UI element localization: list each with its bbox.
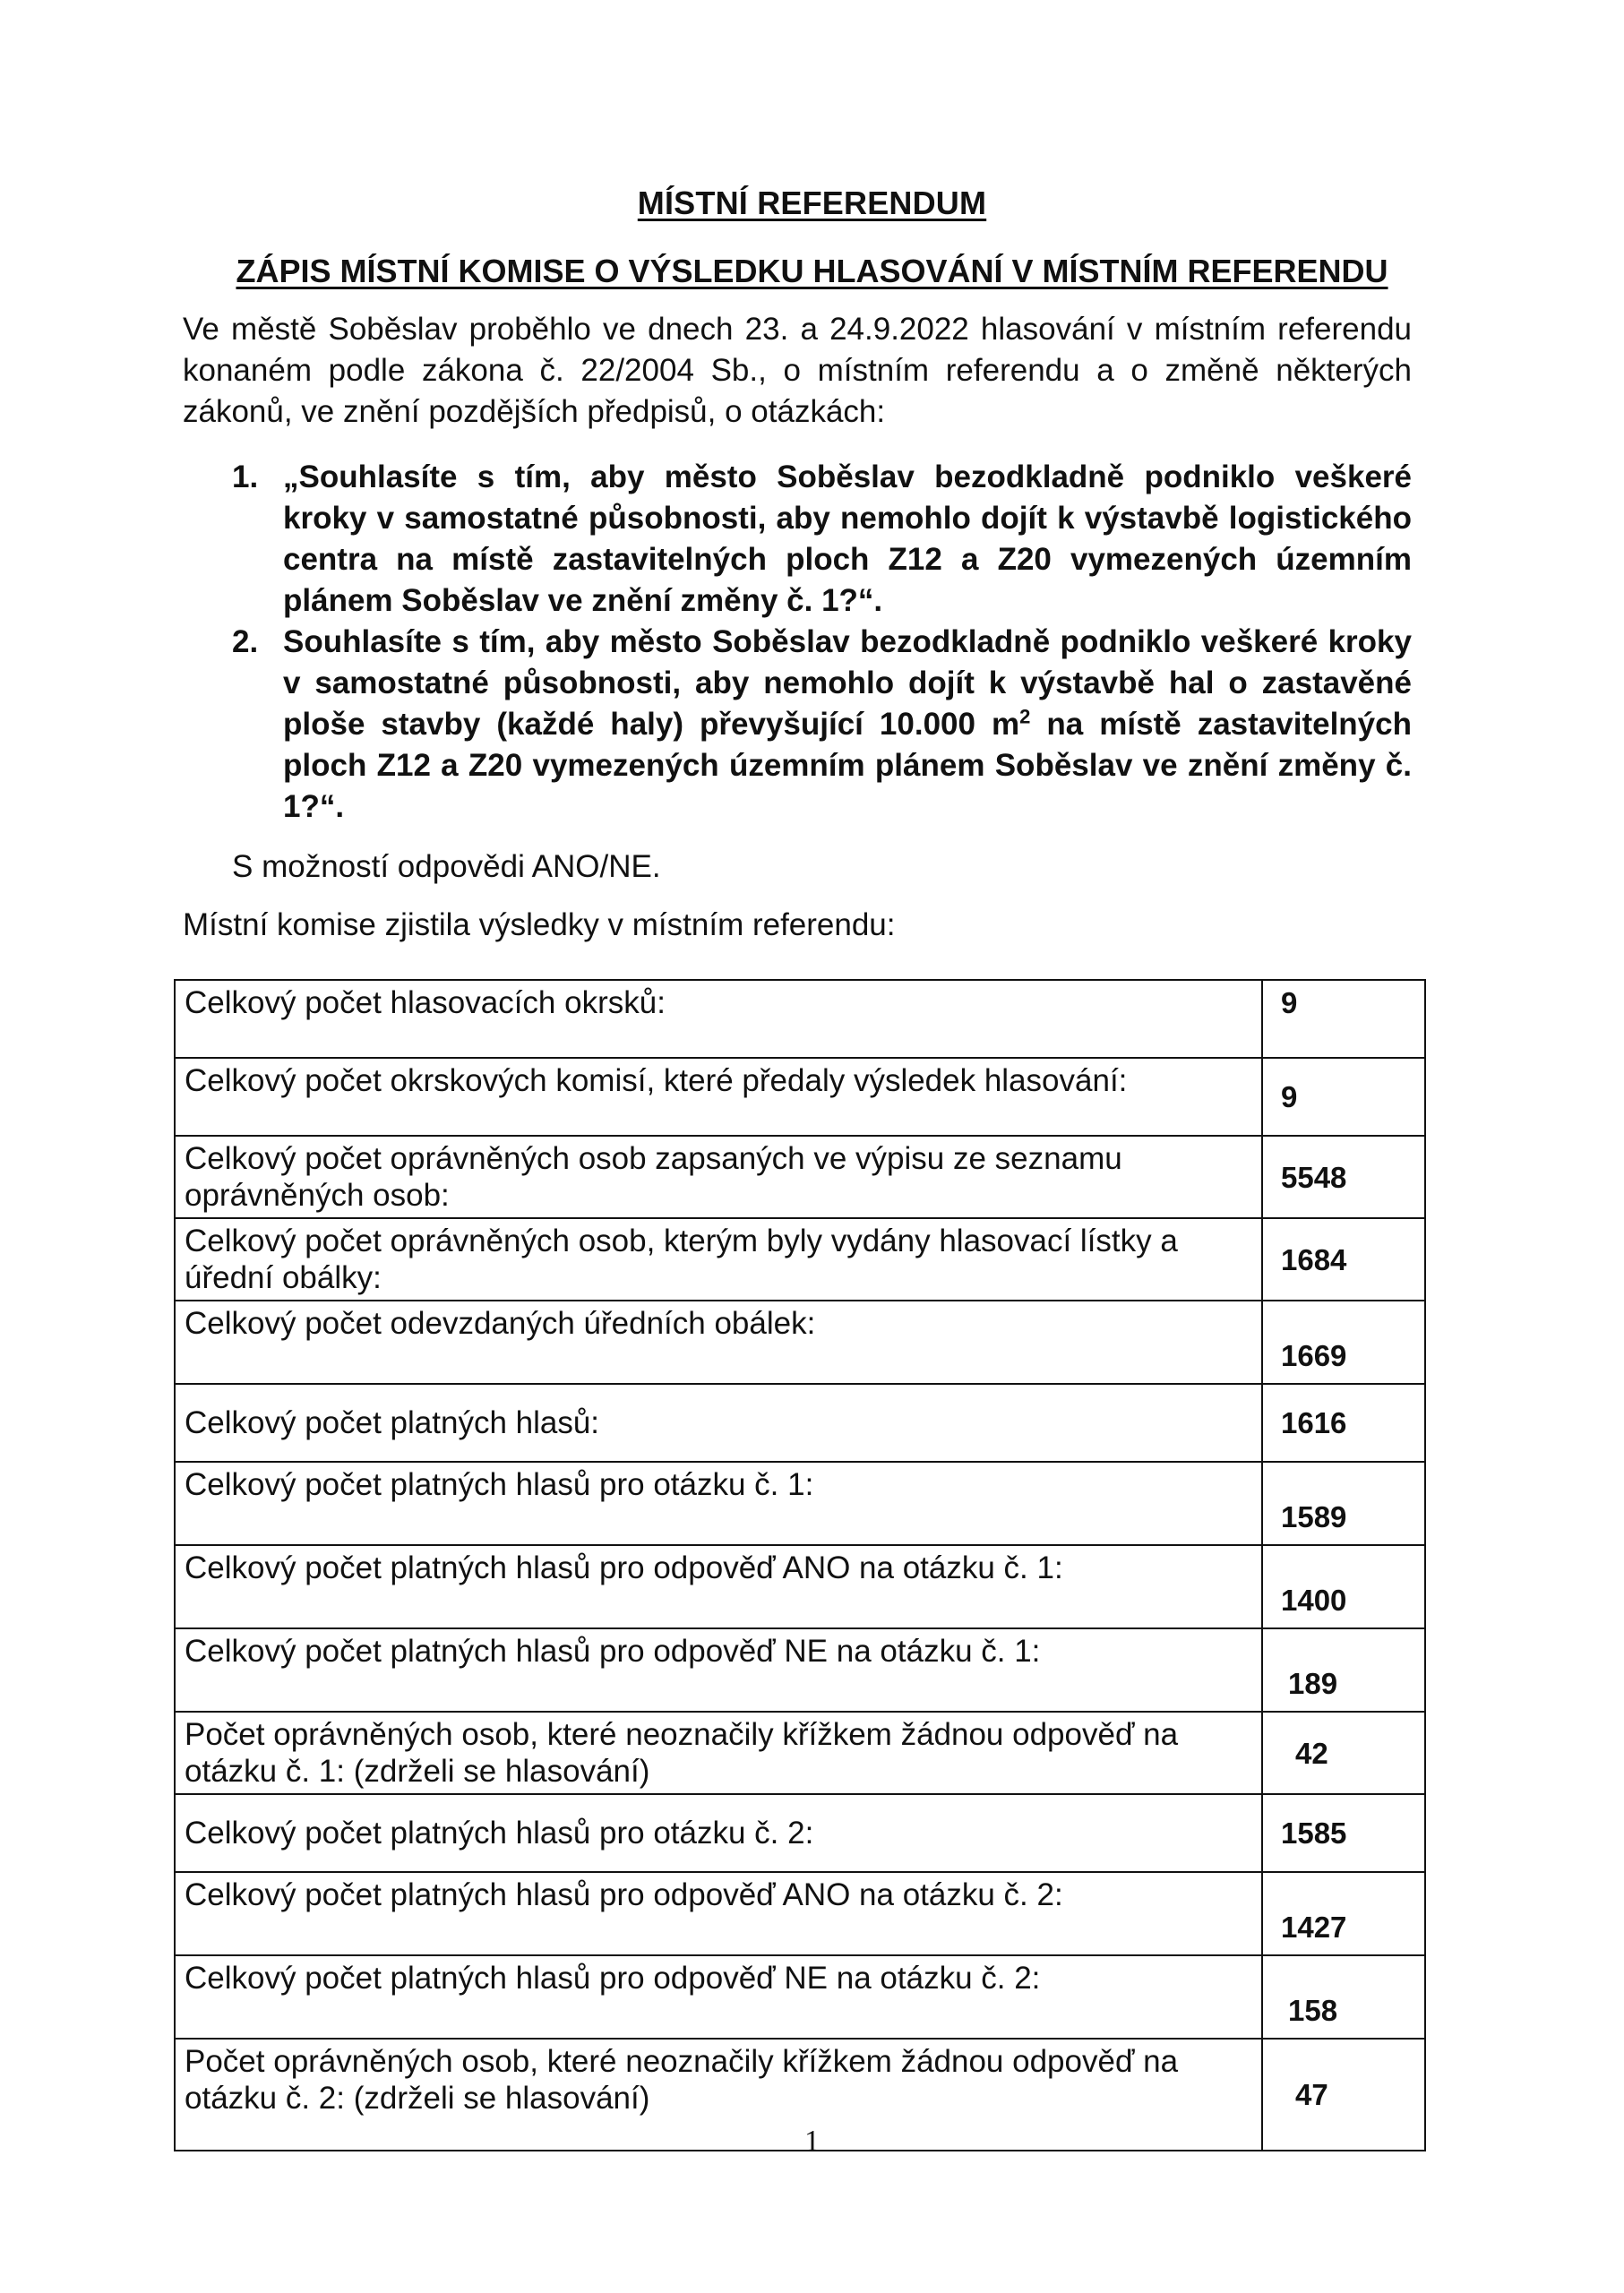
result-value: 47: [1262, 2039, 1425, 2151]
result-value: 1684: [1262, 1218, 1425, 1301]
document-title: MÍSTNÍ REFERENDUM: [637, 185, 987, 221]
page-number: 1: [804, 2125, 820, 2158]
superscript: 2: [1019, 705, 1031, 728]
result-label: Celkový počet okrskových komisí, které předaly výsledek hlasování:: [175, 1058, 1262, 1136]
result-label: Počet oprávněných osob, které neoznačily křížkem žádnou odpověď na otázku č. 2: (zdrželi se hlasování): [175, 2039, 1262, 2151]
result-value: 1669: [1262, 1301, 1425, 1384]
result-value: 158: [1262, 1955, 1425, 2039]
result-label: Celkový počet platných hlasů:: [175, 1384, 1262, 1462]
table-row: [175, 1136, 1425, 1218]
result-value: 9: [1262, 980, 1425, 1058]
intro-paragraph: Ve městě Soběslav proběhlo ve dnech 23. a 24.9.2022 hlasování v místním referendu konaném podle zákona č. 22/2004 Sb., o místním referendu a o změně některých zákonů, ve znění pozdějších předpisů, o otázkách:: [183, 312, 1412, 429]
results-intro: Místní komise zjistila výsledky v místním referendu:: [183, 907, 896, 942]
question-text-part1: Souhlasíte s tím, aby město Soběslav bezodkladně podniklo veškeré kroky v samostatné působnosti, aby nemohlo dojít k výstavbě hal o zastavěné ploše stavby (každé haly) převyšující 10.000 m: [283, 624, 1412, 742]
results-table: [174, 979, 1426, 2151]
result-label: Počet oprávněných osob, které neoznačily křížkem žádnou odpověď na otázku č. 1: (zdrželi se hlasování): [175, 1712, 1262, 1794]
result-value: 42: [1262, 1712, 1425, 1794]
table-row: [175, 1301, 1425, 1384]
question-item: [183, 622, 1412, 828]
table-row: [175, 1628, 1425, 1712]
result-value: 1427: [1262, 1872, 1425, 1955]
table-row: [175, 1955, 1425, 2039]
result-value: 1585: [1262, 1794, 1425, 1872]
question-text-part2: na místě zastavitelných ploch Z12 a Z20 vymezených územním plánem Soběslav ve znění změny č. 1?“.: [283, 707, 1412, 824]
table-row: [175, 1058, 1425, 1136]
table-row: [175, 1218, 1425, 1301]
result-label: Celkový počet odevzdaných úředních obálek:: [175, 1301, 1262, 1384]
result-value: 1589: [1262, 1462, 1425, 1545]
result-label: Celkový počet platných hlasů pro odpověď ANO na otázku č. 1:: [175, 1545, 1262, 1628]
result-value: 1616: [1262, 1384, 1425, 1462]
table-row: [175, 1794, 1425, 1872]
result-value: 5548: [1262, 1136, 1425, 1218]
table-row: [175, 980, 1425, 1058]
question-number: 2.: [232, 624, 259, 659]
result-label: Celkový počet platných hlasů pro otázku č. 2:: [175, 1794, 1262, 1872]
table-row: [175, 1384, 1425, 1462]
result-label: Celkový počet platných hlasů pro otázku č. 1:: [175, 1462, 1262, 1545]
result-value: 189: [1262, 1628, 1425, 1712]
result-label: Celkový počet oprávněných osob zapsaných ve výpisu ze seznamu oprávněných osob:: [175, 1136, 1262, 1218]
table-row: [175, 1872, 1425, 1955]
result-label: Celkový počet platných hlasů pro odpověď NE na otázku č. 1:: [175, 1628, 1262, 1712]
result-value: 9: [1262, 1058, 1425, 1136]
question-number: 1.: [232, 459, 259, 494]
result-label: Celkový počet oprávněných osob, kterým byly vydány hlasovací lístky a úřední obálky:: [175, 1218, 1262, 1301]
answer-options: S možností odpovědi ANO/NE.: [232, 849, 661, 884]
table-row: [175, 1462, 1425, 1545]
result-label: Celkový počet platných hlasů pro odpověď ANO na otázku č. 2:: [175, 1872, 1262, 1955]
result-value: 1400: [1262, 1545, 1425, 1628]
result-label: Celkový počet platných hlasů pro odpověď NE na otázku č. 2:: [175, 1955, 1262, 2039]
question-text: „Souhlasíte s tím, aby město Soběslav bezodkladně podniklo veškeré kroky v samostatné působnosti, aby nemohlo dojít k výstavbě logistického centra na místě zastavitelných ploch Z12 a Z20 vymezených územním plánem Soběslav ve znění změny č. 1?“.: [283, 459, 1412, 618]
result-label: Celkový počet hlasovacích okrsků:: [175, 980, 1262, 1058]
document-subtitle: ZÁPIS MÍSTNÍ KOMISE O VÝSLEDKU HLASOVÁNÍ V MÍSTNÍM REFERENDU: [236, 253, 1388, 289]
questions-list: [183, 457, 1412, 828]
question-item: [183, 457, 1412, 622]
table-row: [175, 1545, 1425, 1628]
table-row: [175, 1712, 1425, 1794]
